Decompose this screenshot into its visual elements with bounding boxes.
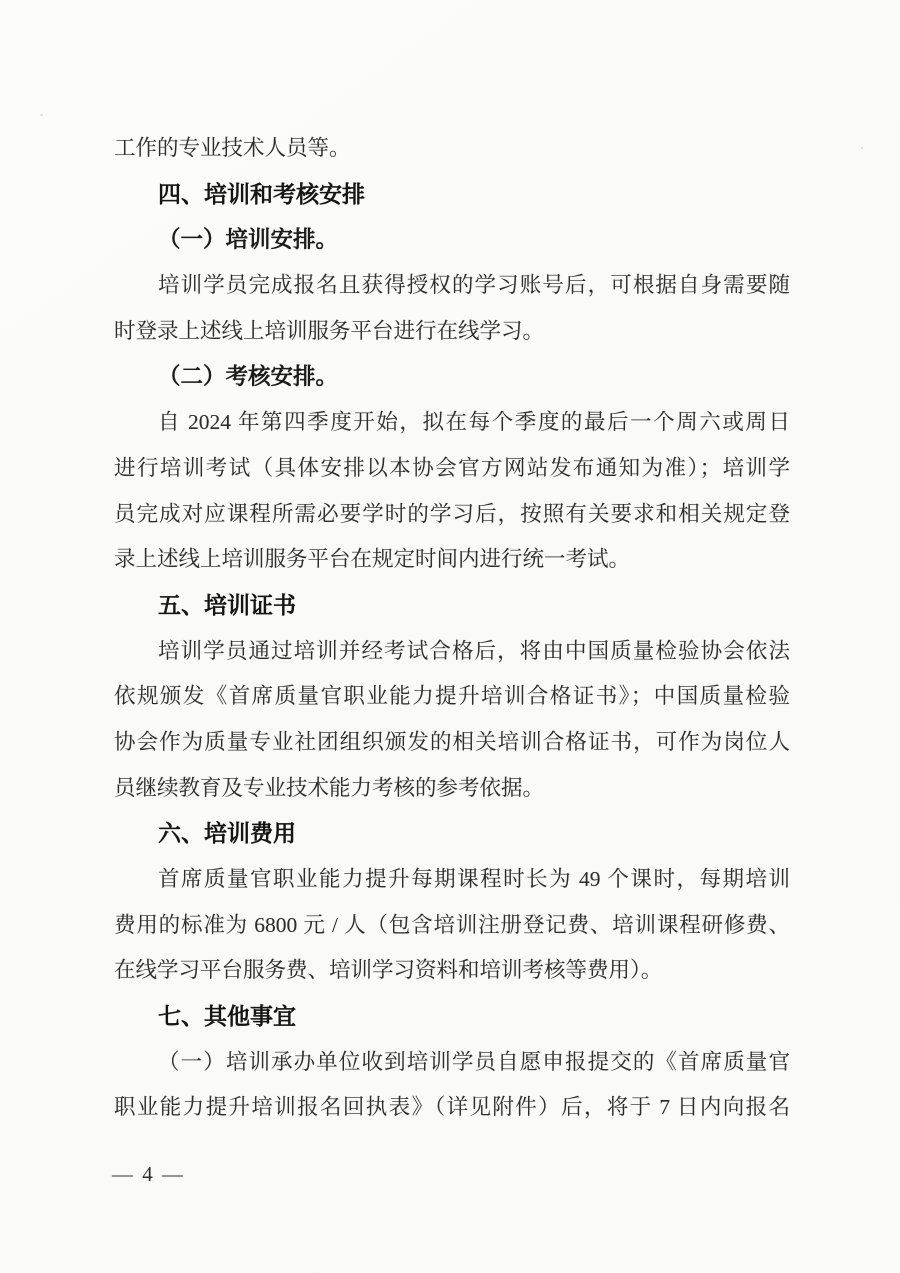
paragraph-line: 在线学习平台服务费、培训学习资料和培训考核等费用）。: [114, 958, 663, 983]
page-number: — 4 —: [112, 1162, 185, 1186]
paragraph-line: 依规颁发《首席质量官职业能力提升培训合格证书》；中国质量检验: [114, 684, 790, 709]
paragraph-line: 培训学员完成报名且获得授权的学习账号后，可根据自身需要随: [158, 273, 790, 298]
section-heading-four-training-and-exam: 四、培训和考核安排: [158, 180, 365, 207]
subsection-heading-exam-arrangement: （二）考核安排。: [158, 364, 339, 390]
document-body: [114, 126, 790, 1131]
paragraph-line: 进行培训考试（具体安排以本协会官方网站发布通知为准）；培训学: [114, 455, 790, 480]
paragraph-line: 协会作为质量专业社团组织颁发的相关培训合格证书，可作为岗位人: [114, 729, 790, 754]
paragraph-continuation-line: 工作的专业技术人员等。: [114, 136, 351, 160]
paragraph-line: 培训学员通过培训并经考试合格后，将由中国质量检验协会依法: [158, 638, 790, 663]
scan-speck: [861, 147, 863, 149]
paragraph-line: 员继续教育及专业技术能力考核的参考依据。: [114, 775, 545, 800]
paragraph-line: 录上述线上培训服务平台在规定时间内进行统一考试。: [114, 547, 631, 572]
section-heading-six-fees: 六、培训费用: [158, 820, 296, 847]
paragraph-line: 职业能力提升培训报名回执表》（详见附件）后，将于 7 日内向报名: [114, 1095, 790, 1120]
subsection-heading-training-arrangement: （一）培训安排。: [158, 227, 339, 253]
paragraph-line: 费用的标准为 6800 元 / 人（包含培训注册登记费、培训课程研修费、: [114, 912, 790, 937]
section-heading-five-certificate: 五、培训证书: [158, 591, 296, 618]
paragraph-line: 首席质量官职业能力提升每期课程时长为 49 个课时，每期培训: [158, 867, 790, 891]
section-heading-seven-other-matters: 七、其他事宜: [158, 1003, 296, 1030]
paragraph-line: 自 2024 年第四季度开始，拟在每个季度的最后一个周六或周日: [158, 410, 790, 435]
paragraph-line: （一）培训承办单位收到培训学员自愿申报提交的《首席质量官: [158, 1049, 790, 1074]
paragraph-line: 员完成对应课程所需必要学时的学习后，按照有关要求和相关规定登: [114, 501, 790, 526]
scan-speck: [40, 114, 43, 116]
paragraph-line: 时登录上述线上培训服务平台进行在线学习。: [114, 318, 545, 343]
